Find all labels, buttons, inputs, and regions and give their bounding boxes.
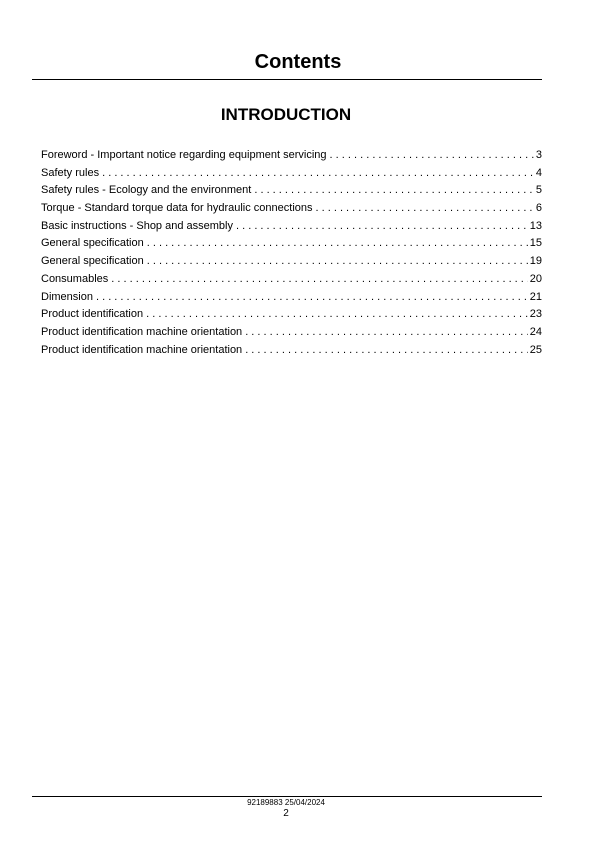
toc-entry-page: 24: [529, 325, 542, 338]
toc-entry-title: Safety rules: [41, 166, 100, 179]
toc-entry[interactable]: [41, 236, 542, 254]
toc-entry[interactable]: [41, 166, 542, 184]
toc-dot-leader: [147, 254, 528, 268]
toc-dot-leader: [147, 236, 528, 250]
toc-entry[interactable]: [41, 307, 542, 325]
section-heading: INTRODUCTION: [220, 105, 352, 124]
toc-entry-page: 6: [535, 202, 542, 215]
toc-entry-page: 25: [529, 343, 542, 356]
toc-entry[interactable]: [41, 343, 542, 361]
toc-dot-leader: [245, 325, 528, 339]
toc-entry[interactable]: [41, 272, 542, 290]
toc-entry-page: 23: [529, 308, 542, 321]
toc-entry-title: Product identification: [41, 308, 144, 321]
toc-entry[interactable]: [41, 148, 542, 166]
toc-dot-leader: [316, 201, 534, 215]
toc-dot-leader: [102, 166, 534, 180]
toc-entry-page: 21: [529, 290, 542, 303]
toc-entry-title: Product identification machine orientation: [41, 343, 243, 356]
toc-dot-leader: [236, 219, 528, 233]
toc-entry[interactable]: [41, 290, 542, 308]
footer-document-reference: 92189883 25/04/2024: [247, 798, 325, 807]
header-divider: [32, 79, 542, 80]
toc-entry-page: 20: [529, 272, 542, 285]
toc-dot-leader: [96, 290, 528, 304]
toc-entry-page: 13: [529, 219, 542, 232]
toc-entry-page: 3: [535, 149, 542, 161]
toc-entry-page: 5: [535, 184, 542, 197]
toc-entry-title: Torque - Standard torque data for hydraulic connections: [41, 202, 313, 215]
toc-entry-title: General specification: [41, 237, 144, 250]
toc-entry-title: Dimension: [41, 290, 93, 303]
toc-entry[interactable]: [41, 325, 542, 343]
toc-entry-page: 4: [535, 166, 542, 179]
page-title: Contents: [254, 51, 342, 73]
toc-dot-leader: [254, 183, 534, 197]
toc-dot-leader: [146, 307, 528, 321]
toc-entry-page: 15: [529, 237, 542, 250]
toc-entry-page: 19: [529, 255, 542, 268]
toc-entry[interactable]: [41, 201, 542, 219]
table-of-contents: [41, 148, 542, 360]
toc-entry-title: Product identification machine orientation: [41, 325, 243, 338]
toc-entry[interactable]: [41, 183, 542, 201]
footer-divider: [32, 796, 542, 797]
toc-entry-title: Safety rules - Ecology and the environment: [41, 184, 252, 197]
toc-dot-leader: [245, 343, 528, 357]
toc-dot-leader: [330, 148, 534, 162]
toc-entry-title: Basic instructions - Shop and assembly: [41, 219, 233, 232]
toc-entry-title: Consumables: [41, 272, 109, 285]
toc-entry-title: Foreword - Important notice regarding equipment servicing: [41, 149, 327, 161]
toc-dot-leader: [111, 272, 527, 286]
toc-entry[interactable]: [41, 219, 542, 237]
toc-entry[interactable]: [41, 254, 542, 272]
toc-entry-title: General specification: [41, 255, 144, 268]
footer-page-number: 2: [283, 808, 289, 819]
